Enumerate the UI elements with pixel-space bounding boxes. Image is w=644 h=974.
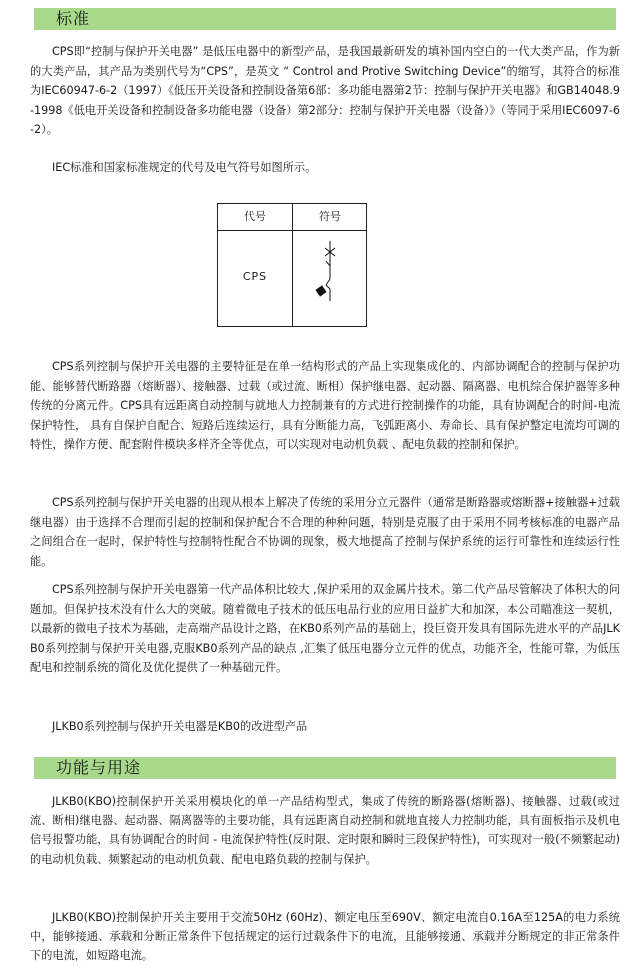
table-header-code: 代号 — [244, 210, 266, 223]
function-paragraph-1: JLKB0(KBO)控制保护开关采用模块化的单一产品结构型式，集成了传统的断路器(熔断器)、接触器、过载(或过流、断相)继电器、起动器、隔离器等的主要功能，具有远距离自动控制和就地直接人力控制功能，具有面板指示及机电信号报警功能，具有协调配合的时间 - 电流保护特性(反时限、定时限和瞬时三段保护特性)，可实现对一般(不频繁起动)的电动机负载、频繁起动的电动机负载、配电电路负载的控制与保护。 — [30, 795, 620, 866]
section-title-standard: 标准 — [56, 9, 91, 28]
section-bar-standard — [34, 8, 616, 30]
standard-paragraph-4: CPS系列控制与保护开关电器的出现从根本上解决了传统的采用分立元器件（通常是断路器或熔断器+接触器+过载继电器）由于选择不合理而引起的控制和保护配合不合理的种种问题，特别是克服了由于采用不同考核标准的电器产品之间组合在一起时，保护特性与控制特性配合不协调的现象，极大地提高了控制与保护系统的运行可靠性和连续运行性能。 — [30, 496, 620, 568]
standard-paragraph-5: CPS系列控制与保护开关电器第一代产品体积比较大 ,保护采用的双金属片技术。第二代产品尽管解决了体积大的问题加。但保护技术没有什么大的突破。随着微电子技术的低压电品行业的应用日益扩大和加深，本公司瞄准这一契机，以最新的微电子技术为基础，走高端产品设计之路，在KB0系列产品的基础上，投巨资开发具有国际先进水平的产品JLKB0系列控制与保护开关电器,克服KB0系列产品的缺点 ,汇集了低压电器分立元件的优点，功能齐全，性能可靠，为低压配电和控制系统的简化及优化提供了一种基础元件。 — [30, 583, 620, 675]
function-paragraph-2: JLKB0(KBO)控制保护开关主要用于交流50Hz (60Hz)、额定电压至690V、额定电流自0.16A至125A的电力系统中，能够接通、承载和分断正常条件下包括规定的运行过载条件下的电流，且能够接通、承载并分断规定的非正常条件下的电流，如短路电流。 — [30, 911, 620, 963]
standard-paragraph-1: CPS即“控制与保护开关电器” 是低压电器中的新型产品，是我国最新研发的填补国内空白的一代大类产品，作为新的大类产品，其产品为类别代号为“CPS”，是英文 “ Control and Protive Switching Device”的缩写，其符合的标准为IEC60947-6-2（1997）《低压开关设备和控制设备第6部：多功能电器第2节：控制与保护开关电器》和GB14048.9-1998《低电开关设备和控制设备多功能电器（设备）第2部分：控制与保护开关电器（设备）》（等同于采用IEC6097-6-2）。 — [30, 45, 620, 137]
standard-paragraph-6: JLKB0系列控制与保护开关电器是KB0的改进型产品 — [52, 720, 308, 733]
table-code-value: CPS — [242, 270, 268, 283]
code-symbol-table — [217, 203, 367, 327]
cps-switch-symbol-icon — [293, 231, 367, 327]
table-header-symbol: 符号 — [319, 210, 341, 223]
standard-paragraph-2: IEC标准和国家标准规定的代号及电气符号如图所示。 — [52, 161, 317, 174]
section-title-function: 功能与用途 — [56, 758, 142, 777]
standard-paragraph-3: CPS系列控制与保护开关电器的主要特征是在单一结构形式的产品上实现集成化的、内部协调配合的控制与保护功能、能够替代断路器（熔断器）、接触器、过载（或过流、断相）保护继电器、起动器、隔离器、电机综合保护器等多种传统的分离元件。CPS具有远距离自动控制与就地人力控制兼有的方式进行控制操作的功能，具有协调配合的时间-电流保护特性， 具有自保护自配合、短路后连续运行，具有分断能力高，飞弧距离小、寿命长、具有保护整定电流均可调的特性，操作方便、配套附件模块多样齐全等优点，可以实现对电动机负载 、配电负载的控制和保护。 — [30, 360, 620, 452]
